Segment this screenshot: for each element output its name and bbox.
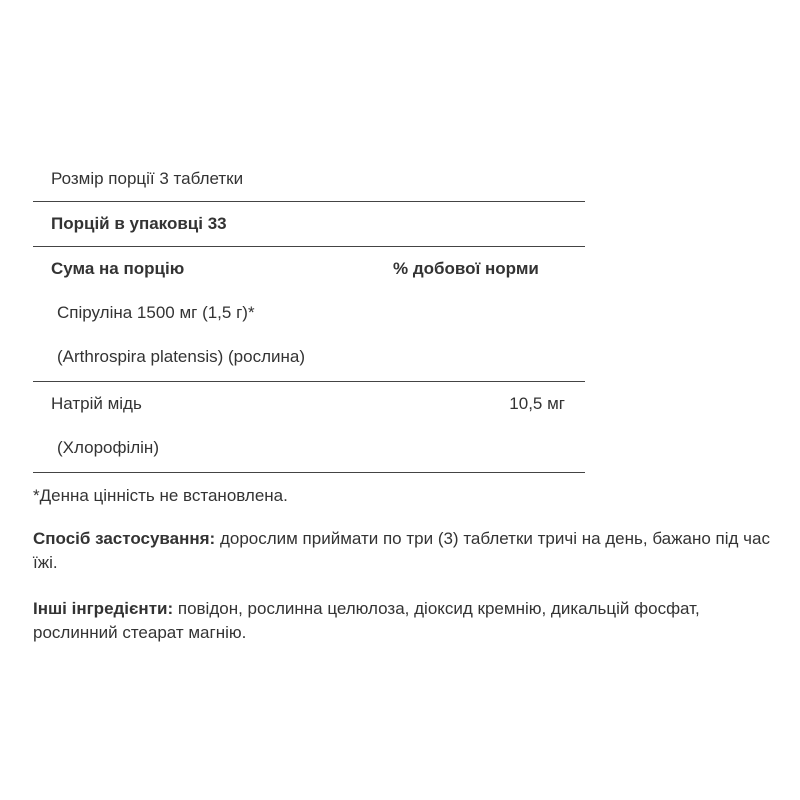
amount-per-serving-header: Сума на порцію	[51, 259, 185, 278]
ingredient-amount: 10,5 мг	[509, 394, 565, 413]
directions-paragraph	[33, 527, 773, 575]
directions-text: дорослим приймати по три (3) таблетки тричі на день, бажано під час їжі.	[33, 529, 770, 572]
ingredient-sub-row	[33, 335, 585, 382]
serving-size-row	[33, 157, 585, 202]
header-row	[33, 247, 585, 291]
directions-label: Спосіб застосування:	[33, 529, 216, 548]
servings-per-container-row	[33, 202, 585, 247]
ingredient-name: Спіруліна 1500 мг (1,5 г)*	[57, 303, 255, 322]
ingredient-source: (Arthrospira platensis) (рослина)	[57, 347, 305, 366]
other-ingredients-text: повідон, рослинна целюлоза, діоксид кремнію, дикальцій фосфат, рослинний стеарат магнію.	[33, 599, 700, 642]
daily-value-header: % добової норми	[393, 259, 539, 278]
supplement-facts-table	[33, 157, 585, 473]
ingredient-source: (Хлорофілін)	[57, 438, 159, 457]
notes-section	[33, 484, 773, 642]
servings-per-container: Порцій в упаковці 33	[51, 214, 227, 233]
other-ingredients-paragraph	[33, 597, 773, 645]
ingredient-sub-row	[33, 426, 585, 473]
ingredient-row	[33, 291, 585, 335]
footnote: *Денна цінність не встановлена.	[33, 486, 288, 505]
ingredient-row	[33, 382, 585, 426]
serving-size: Розмір порції 3 таблетки	[51, 169, 244, 188]
other-ingredients-label: Інші інгредієнти:	[33, 599, 174, 618]
ingredient-name: Натрій мідь	[51, 394, 142, 413]
